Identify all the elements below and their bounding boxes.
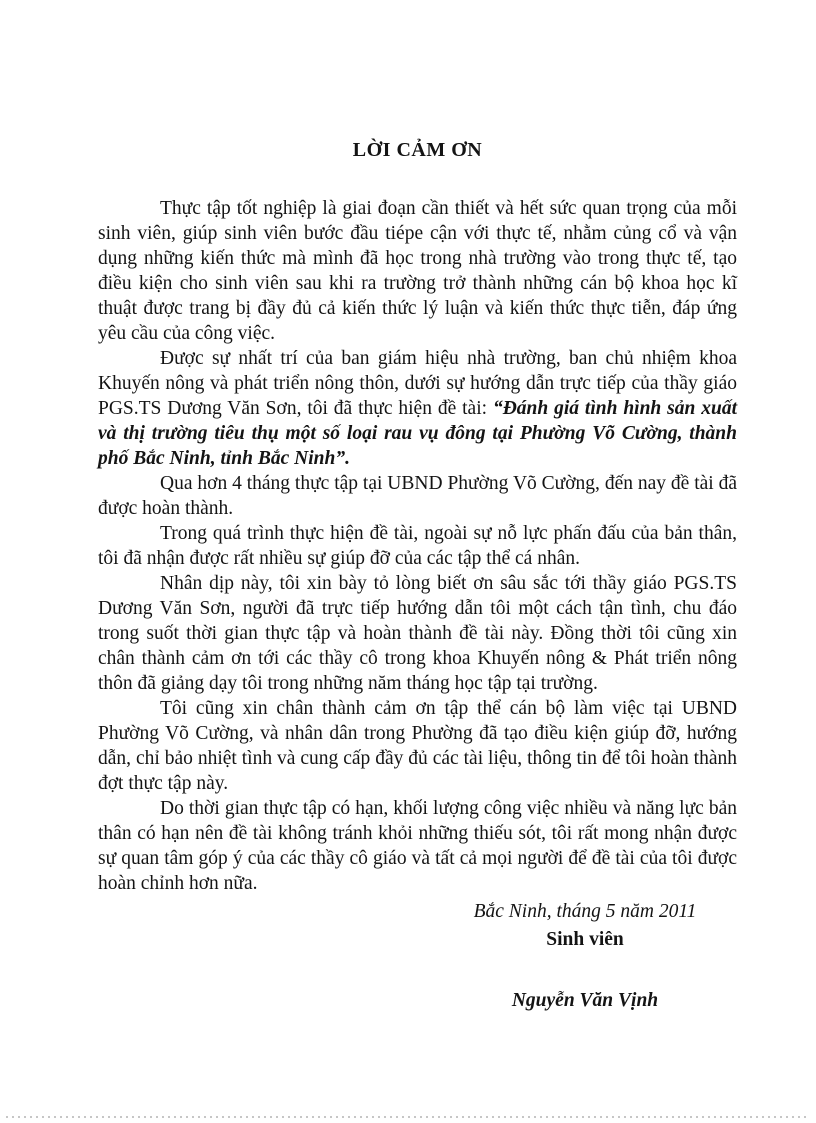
paragraph-help-received (98, 521, 737, 571)
paragraph-text: Được sự nhất trí của ban giám hiệu nhà trường, ban chủ nhiệm khoa Khuyến nông và phát triển nông thôn, dưới sự hướng dẫn trực tiếp của thầy giáo PGS.TS Dương Văn Sơn, tôi đã thực hiện đề tài: (98, 348, 737, 419)
bottom-dotted-rule (6, 1116, 810, 1118)
paragraph-limitations (98, 796, 737, 896)
document-body (98, 196, 737, 1014)
signer-role: Sinh viên (546, 929, 624, 950)
paragraph-text: Qua hơn 4 tháng thực tập tại UBND Phường Võ Cường, đến nay đề tài đã được hoàn thành. (98, 473, 737, 519)
paragraph-text: Nhân dịp này, tôi xin bày tỏ lòng biết ơn sâu sắc tới thầy giáo PGS.TS Dương Văn Sơn, người đã trực tiếp hướng dẫn tôi một cách tận tình, chu đáo trong suốt thời gian thực tập và hoàn thành đề tài này. Đồng thời tôi cũng xin chân thành cảm ơn tới các thầy cô trong khoa Khuyến nông & Phát triển nông thôn đã giảng dạy tôi trong những năm tháng học tập tại trường. (98, 573, 737, 694)
page-title: LỜI CẢM ƠN (352, 139, 483, 161)
paragraph-thanks-advisor (98, 571, 737, 696)
paragraph-completion (98, 471, 737, 521)
paragraph-internship-importance (98, 196, 737, 346)
paragraph-thanks-ubnd (98, 696, 737, 796)
signature-block (425, 899, 745, 1014)
paragraph-text: Thực tập tốt nghiệp là giai đoạn cần thiết và hết sức quan trọng của mỗi sinh viên, giúp sinh viên bước đầu tiépe cận với thực tế, nhằm củng cổ và vận dụng những kiến thức mà mình đã học trong nhà trường vào trong thực tế, tạo điều kiện cho sinh viên sau khi ra trường trở thành những cán bộ khoa học kĩ thuật được trang bị đầy đủ cả kiến thức lý luận và kiến thức thực tiễn, đáp ứng yêu cầu của công việc. (98, 198, 737, 344)
place-date: Bắc Ninh, tháng 5 năm 2011 (473, 901, 697, 922)
paragraph-thesis-title (98, 346, 737, 471)
thesis-title-emphasis: “Đánh giá tình hình sản xuất và thị trường tiêu thụ một số loại rau vụ đông tại Phường Võ Cường, thành phố Bắc Ninh, tỉnh Bắc Ninh”. (98, 398, 737, 469)
paragraph-text: Tôi cũng xin chân thành cảm ơn tập thể cán bộ làm việc tại UBND Phường Võ Cường, và nhân dân trong Phường đã tạo điều kiện giúp đỡ, hướng dẫn, chỉ bảo nhiệt tình và cung cấp đầy đủ các tài liệu, thông tin để tôi hoàn thành đợt thực tập này. (98, 698, 737, 794)
signer-name: Nguyễn Văn Vịnh (511, 990, 659, 1011)
paragraph-text: Trong quá trình thực hiện đề tài, ngoài sự nỗ lực phấn đấu của bản thân, tôi đã nhận được rất nhiều sự giúp đỡ của các tập thể cá nhân. (98, 523, 737, 569)
paragraph-text: Do thời gian thực tập có hạn, khối lượng công việc nhiều và năng lực bản thân có hạn nên đề tài không tránh khỏi những thiếu sót, tôi rất mong nhận được sự quan tâm góp ý của các thầy cô giáo và tất cả mọi người để đề tài của tôi được hoàn chỉnh hơn nữa. (98, 798, 737, 894)
